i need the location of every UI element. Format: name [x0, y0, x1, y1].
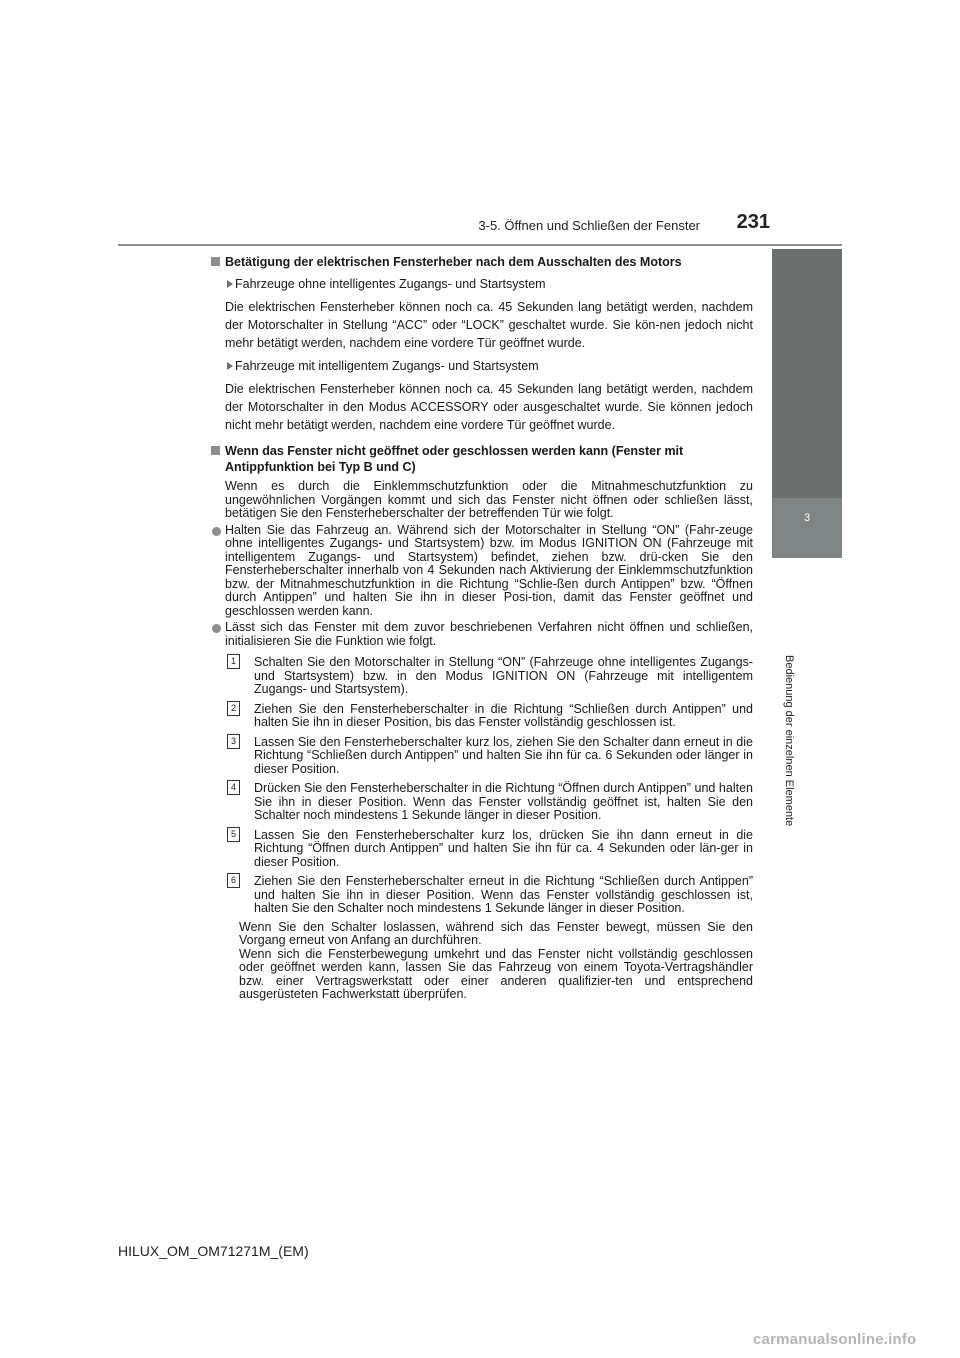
- chapter-number: 3: [803, 512, 811, 524]
- header-divider: [118, 244, 842, 246]
- step-item: 6 Ziehen Sie den Fensterheberschalter erneut in die Richtung “Schließen durch Antippen” und halten Sie ihn in dieser Position. Wenn das Fenster vollständig geschlossen ist, halten Sie den Schalter noch mindestens 1 Sekunde länger in dieser Position.: [211, 875, 753, 916]
- main-content: [211, 254, 753, 1002]
- watermark-link[interactable]: carmanualsonline.info: [753, 1331, 917, 1348]
- paragraph: Die elektrischen Fensterheber können noch ca. 45 Sekunden lang betätigt werden, nachdem der Motorschalter in den Modus ACCESSORY oder ausgeschaltet wurde. Sie können jedoch nicht mehr betätigt werden, nachdem eine vordere Tür geöffnet wurde.: [225, 382, 753, 432]
- chapter-label: Bedienung der einzelnen Elemente: [783, 655, 795, 827]
- triangle-right-icon: [227, 280, 233, 288]
- step-number-badge: 1: [227, 654, 240, 669]
- chapter-tab: [772, 249, 842, 498]
- circle-bullet-icon: [212, 624, 221, 633]
- list-item: Halten Sie das Fahrzeug an. Während sich der Motorschalter in Stellung “ON” (Fahr-zeuge ohne intelligentes Zugangs- und Startsystem) bzw. im Modus IGNITION ON (Fahrzeuge mit intelligentem Zugangs- und Startsystem) befindet, ziehen bzw. drü-cken Sie den Fensterheberschalter innerhalb von 4 Sekunden nach Aktivierung der Einklemmschutzfunktion bzw. der Mitnahmeschutzfunktion in die Richtung “Schlie-ßen durch Antippen” bzw. “Öffnen durch Antippen” und halten Sie ihn in dieser Posi-tion, damit das Fenster geöffnet und geschlossen werden kann.: [211, 524, 753, 619]
- step-item: 5 Lassen Sie den Fensterheberschalter kurz los, drücken Sie ihn dann erneut in die Richtung “Öffnen durch Antippen” und halten Sie ihn für ca. 4 Sekunden oder län-ger in dieser Position.: [211, 829, 753, 870]
- step-number-badge: 4: [227, 780, 240, 795]
- step-number-badge: 5: [227, 827, 240, 842]
- list-item: Lässt sich das Fenster mit dem zuvor beschriebenen Verfahren nicht öffnen und schließen, initialisieren Sie die Funktion wie folgt.: [211, 621, 753, 648]
- step-item: 2 Ziehen Sie den Fensterheberschalter in die Richtung “Schließen durch Antippen” und halten Sie ihn in dieser Position, bis das Fenster vollständig geschlossen ist.: [211, 703, 753, 730]
- chapter-tab-accent: [772, 498, 842, 558]
- page-number: 231: [736, 211, 770, 233]
- sub-heading: Fahrzeuge mit intelligentem Zugangs- und Startsystem: [211, 358, 753, 374]
- document-code: HILUX_OM_OM71271M_(EM): [118, 1243, 309, 1259]
- note-paragraph: Wenn sich die Fensterbewegung umkehrt und das Fenster nicht vollständig geschlossen oder geöffnet werden kann, lassen Sie das Fahrzeug von einem Toyota-Vertragshändler bzw. einer Vertragswerkstatt oder einer anderen qualifizier-ten und entsprechend ausgerüsteten Fachwerkstatt überprüfen.: [239, 946, 753, 1001]
- paragraph: Wenn es durch die Einklemmschutzfunktion oder die Mitnahmeschutzfunktion zu ungewöhnlichen Vorgängen kommt und sich das Fenster nicht öffnen oder schließen lässt, betätigen Sie den Fensterheberschalter der betreffenden Tür wie folgt.: [225, 479, 753, 520]
- step-number-badge: 6: [227, 873, 240, 888]
- step-item: 1 Schalten Sie den Motorschalter in Stellung “ON” (Fahrzeuge ohne intelligentes Zugangs- und Startsystem) bzw. in den Modus IGNITION ON (Fahrzeuge mit intelligentem Zugangs- und Startsystem).: [211, 656, 753, 697]
- step-item: 4 Drücken Sie den Fensterheberschalter in die Richtung “Öffnen durch Antippen” und halten Sie ihn in dieser Position. Wenn das Fenster vollständig geöffnet ist, halten Sie den Schalter noch mindestens 1 Sekunde länger in dieser Position.: [211, 782, 753, 823]
- circle-bullet-icon: [212, 527, 221, 536]
- section-heading: Betätigung der elektrischen Fensterheber nach dem Ausschalten des Motors: [211, 254, 753, 270]
- section-heading: Wenn das Fenster nicht geöffnet oder geschlossen werden kann (Fenster mit Antippfunktion bei Typ B und C): [211, 443, 753, 475]
- section-title: 3-5. Öffnen und Schließen der Fenster: [478, 218, 700, 233]
- square-bullet-icon: [211, 257, 220, 266]
- sub-heading: Fahrzeuge ohne intelligentes Zugangs- und Startsystem: [211, 276, 753, 292]
- paragraph: Die elektrischen Fensterheber können noch ca. 45 Sekunden lang betätigt werden, nachdem der Motorschalter in Stellung “ACC” oder “LOCK” geschaltet wurde. Sie kön-nen jedoch nicht mehr betätigt werden, nachdem eine vordere Tür geöffnet wurde.: [225, 300, 753, 350]
- square-bullet-icon: [211, 446, 220, 455]
- step-number-badge: 2: [227, 701, 240, 716]
- step-number-badge: 3: [227, 734, 240, 749]
- step-item: 3 Lassen Sie den Fensterheberschalter kurz los, ziehen Sie den Schalter dann erneut in die Richtung “Schließen durch Antippen” und halten Sie ihn für ca. 6 Sekunden oder länger in dieser Position.: [211, 736, 753, 777]
- note-paragraph: Wenn Sie den Schalter loslassen, während sich das Fenster bewegt, müssen Sie den Vorgang erneut von Anfang an durchführen.: [239, 919, 753, 947]
- triangle-right-icon: [227, 362, 233, 370]
